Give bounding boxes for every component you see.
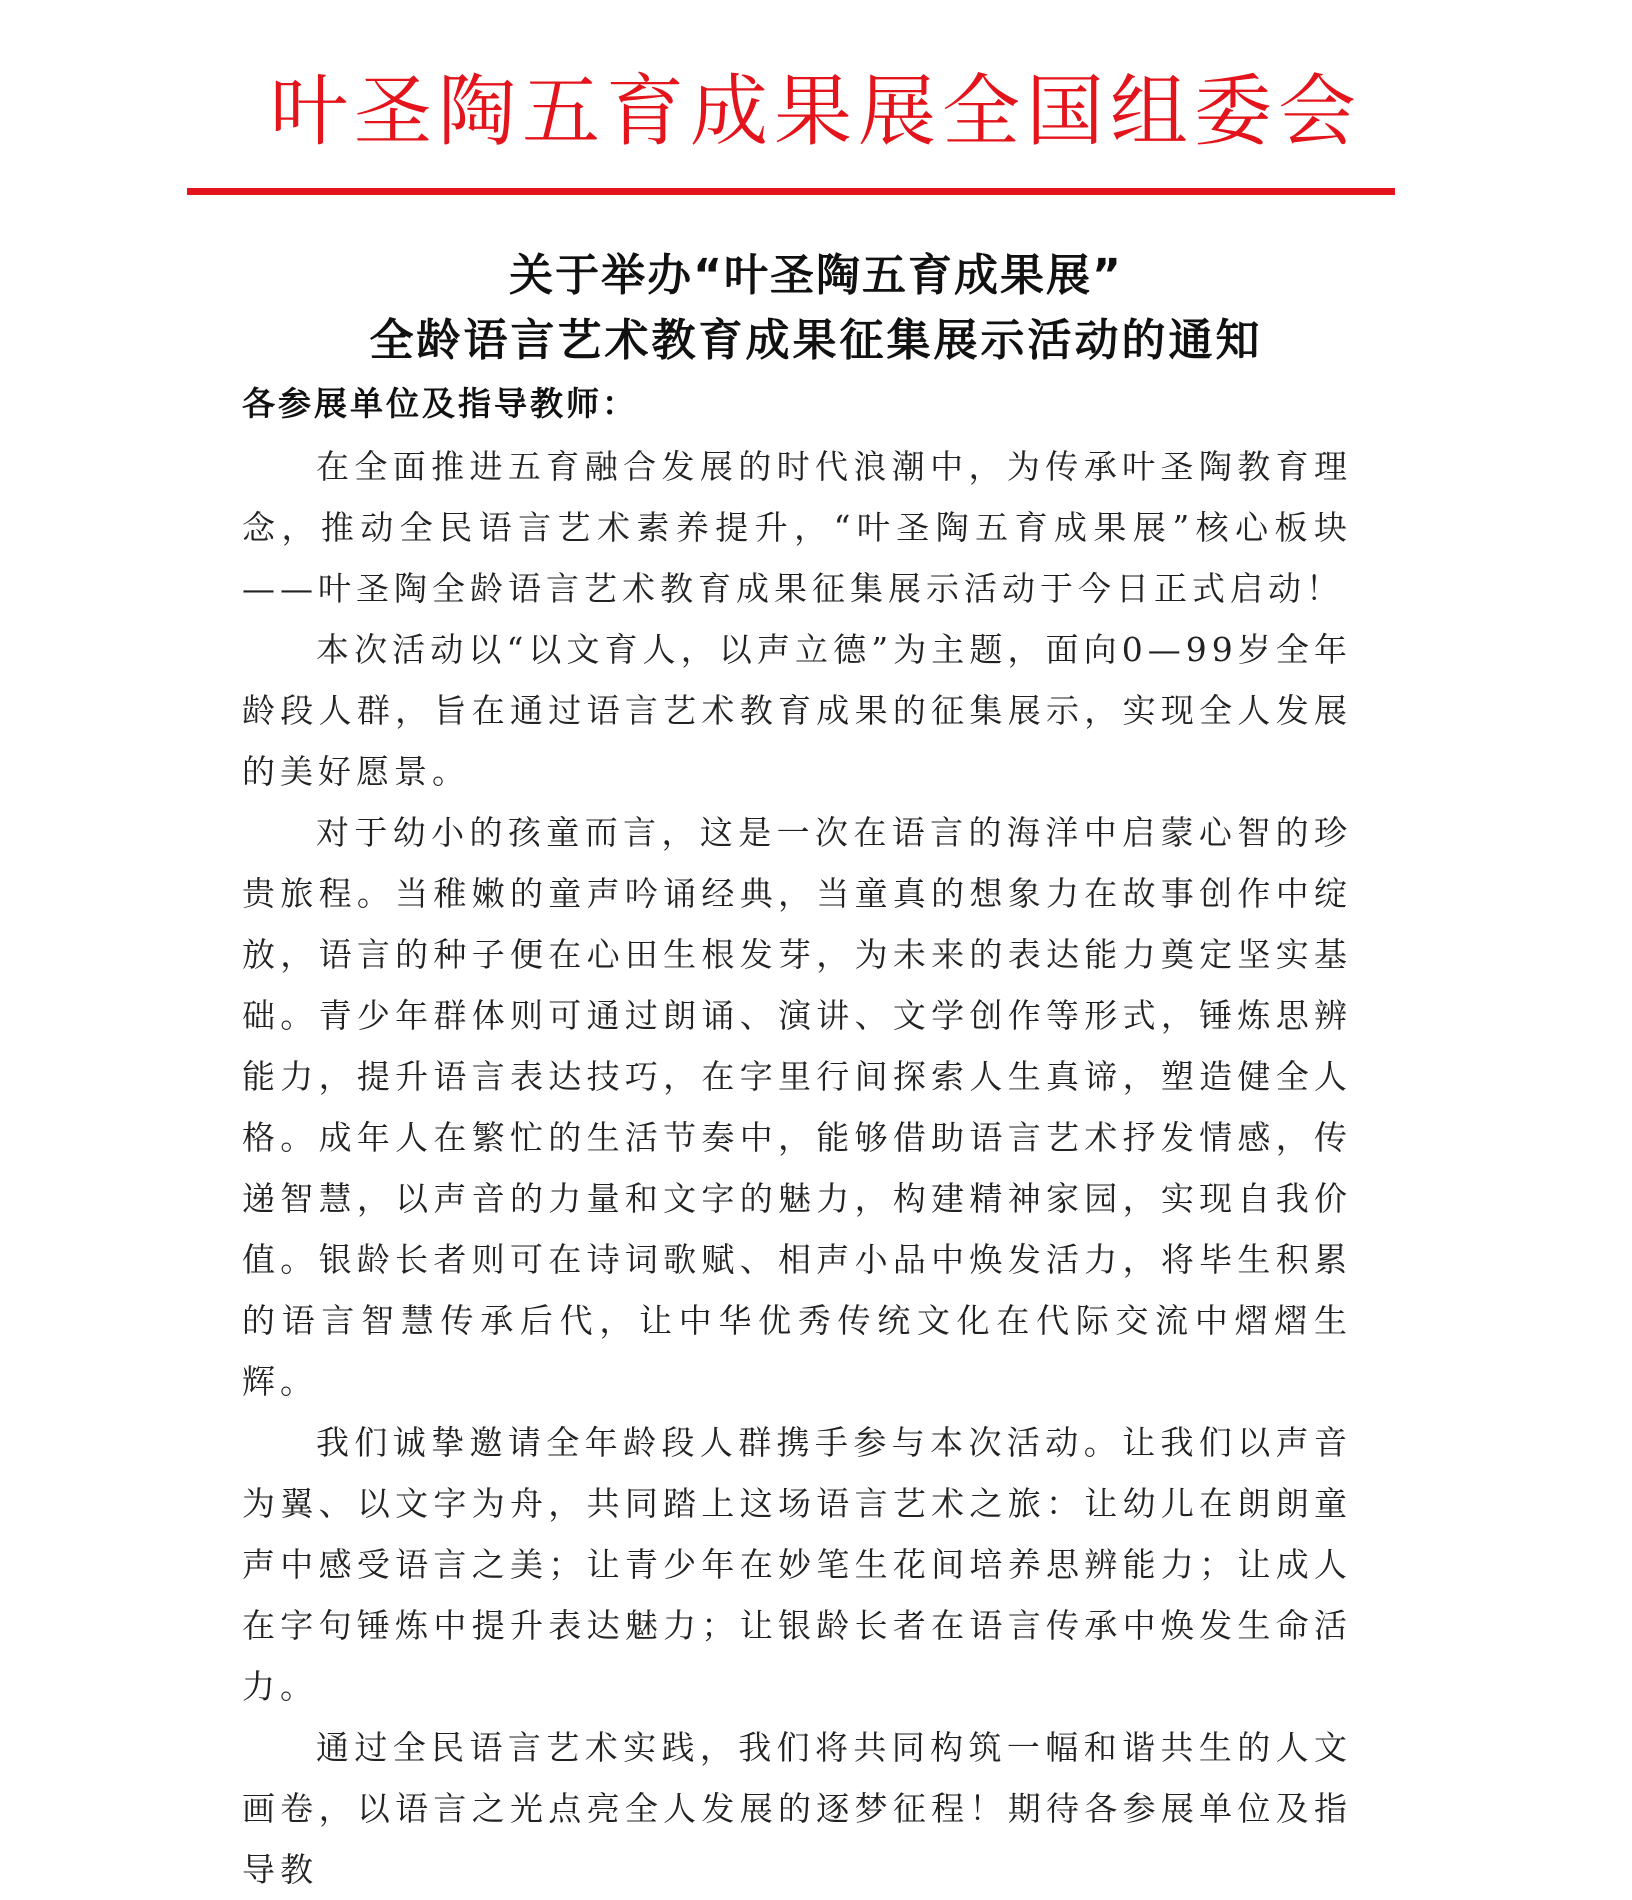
paragraph-4: 我们诚挚邀请全年龄段人群携手参与本次活动。让我们以声音为翼、以文字为舟，共同踏上这场语言艺术之旅：让幼儿在朗朗童声中感受语言之美；让青少年在妙笔生花间培养思辨能力；让成人在字句锤炼中提升表达魅力；让银龄长者在语言传承中焕发生命活力。 <box>242 1423 1352 1706</box>
notice-title-line-1: 关于举办“叶圣陶五育成果展” <box>509 250 1123 301</box>
paragraph-1: 在全面推进五育融合发展的时代浪潮中，为传承叶圣陶教育理念，推动全民语言艺术素养提升，“叶圣陶五育成果展”核心板块——叶圣陶全龄语言艺术教育成果征集展示活动于今日正式启动！ <box>242 447 1352 608</box>
paragraph-2: 本次活动以“以文育人，以声立德”为主题，面向0—99岁全年龄段人群，旨在通过语言艺术教育成果的征集展示，实现全人发展的美好愿景。 <box>242 630 1352 791</box>
organization-header: 叶圣陶五育成果展全国组委会 <box>269 67 1362 157</box>
notice-title-line-2: 全龄语言艺术教育成果征集展示活动的通知 <box>369 315 1263 366</box>
paragraph-5: 通过全民语言艺术实践，我们将共同构筑一幅和谐共生的人文画卷，以语言之光点亮全人发展的逐梦征程！期待各参展单位及指导教 <box>242 1728 1352 1889</box>
notice-body <box>242 436 1352 1900</box>
paragraph-3: 对于幼小的孩童而言，这是一次在语言的海洋中启蒙心智的珍贵旅程。当稚嫩的童声吟诵经典，当童真的想象力在故事创作中绽放，语言的种子便在心田生根发芽，为未来的表达能力奠定坚实基础。青少年群体则可通过朗诵、演讲、文学创作等形式，锤炼思辨能力，提升语言表达技巧，在字里行间探索人生真谛，塑造健全人格。成年人在繁忙的生活节奏中，能够借助语言艺术抒发情感，传递智慧，以声音的力量和文字的魅力，构建精神家园，实现自我价值。银龄长者则可在诗词歌赋、相声小品中焕发活力，将毕生积累的语言智慧传承后代，让中华优秀传统文化在代际交流中熠熠生辉。 <box>242 813 1352 1401</box>
salutation: 各参展单位及指导教师： <box>242 384 638 423</box>
notice-title <box>0 246 1632 374</box>
red-divider-line <box>187 188 1395 195</box>
